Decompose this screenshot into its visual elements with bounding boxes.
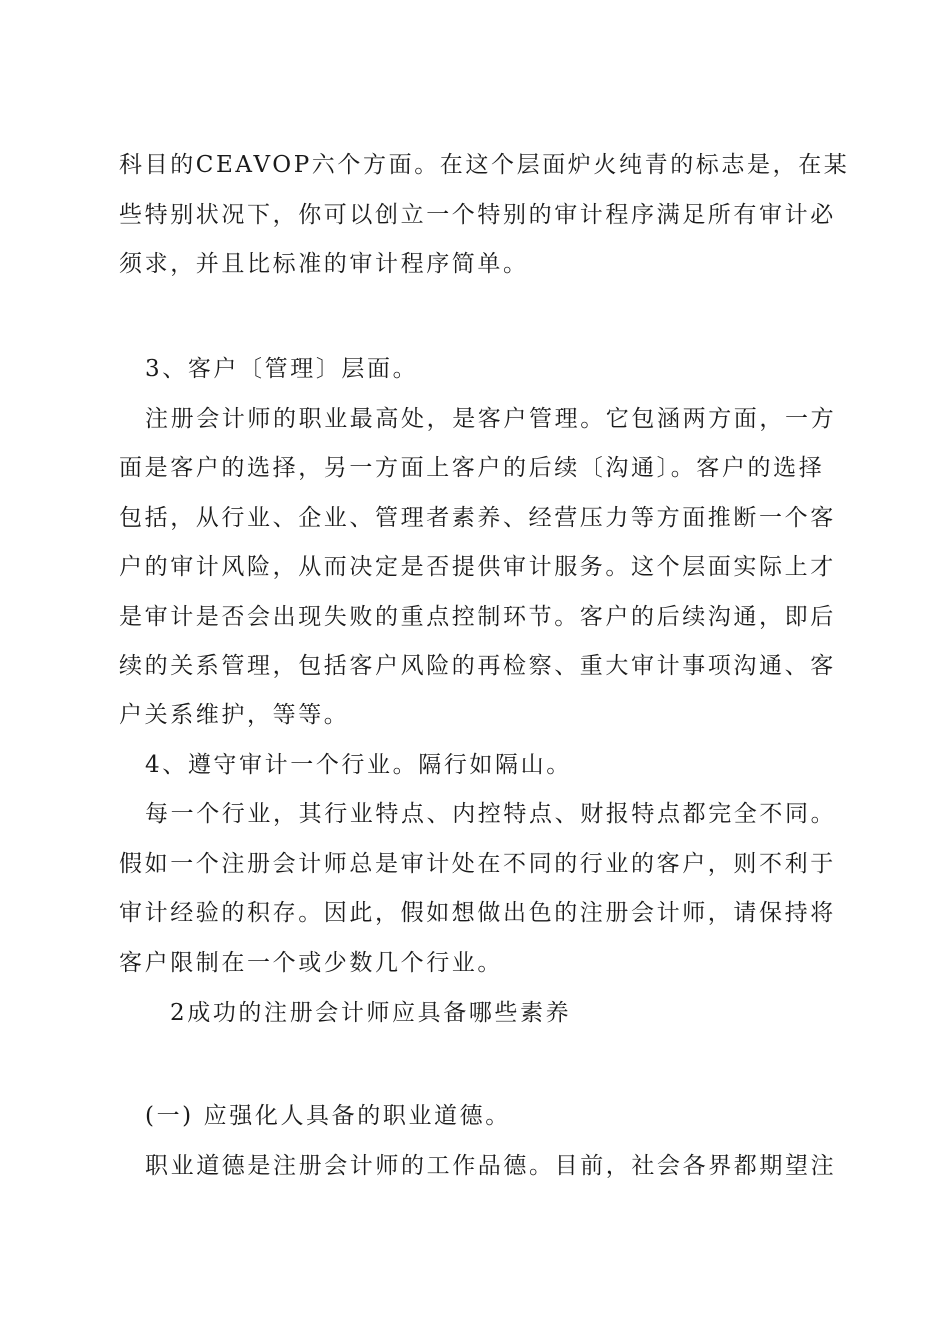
paragraph-line: 假如一个注册会计师总是审计处在不同的行业的客户，则不利于 <box>119 851 836 877</box>
paragraph-line: 审计经验的积存。因此，假如想做出色的注册会计师，请保持将 <box>119 900 836 926</box>
paragraph-line: 须求，并且比标准的审计程序简单。 <box>119 251 529 277</box>
section-heading: 3、客户〔管理〕层面。 <box>145 356 419 382</box>
paragraph-line: 是审计是否会出现失败的重点控制环节。客户的后续沟通，即后 <box>119 604 836 630</box>
paragraph-line: 科目的CEAVOP六个方面。在这个层面炉火纯青的标志是，在某 <box>119 152 850 178</box>
paragraph-line: 注册会计师的职业最高处，是客户管理。它包涵两方面，一方 <box>145 406 837 432</box>
section-heading: 4、遵守审计一个行业。隔行如隔山。 <box>145 752 572 778</box>
paragraph-line: 包括，从行业、企业、管理者素养、经营压力等方面推断一个客 <box>119 505 836 531</box>
section-title: 2成功的注册会计师应具备哪些素养 <box>170 1000 572 1026</box>
paragraph-line: 面是客户的选择，另一方面上客户的后续〔沟通〕。客户的选择 <box>119 455 825 481</box>
paragraph-line: 些特别状况下，你可以创立一个特别的审计程序满足所有审计必 <box>119 202 836 228</box>
paragraph-line: 户关系维护，等等。 <box>119 702 350 728</box>
paragraph-line: 职业道德是注册会计师的工作品德。目前，社会各界都期望注 <box>145 1153 837 1179</box>
paragraph-line: 每一个行业，其行业特点、内控特点、财报特点都完全不同。 <box>145 801 837 827</box>
paragraph-line: 客户限制在一个或少数几个行业。 <box>119 950 503 976</box>
paragraph-line: 户的审计风险，从而决定是否提供审计服务。这个层面实际上才 <box>119 554 836 580</box>
paragraph-line: 续的关系管理，包括客户风险的再检察、重大审计事项沟通、客 <box>119 653 836 679</box>
section-heading: (一) 应强化人具备的职业道德。 <box>145 1103 511 1129</box>
